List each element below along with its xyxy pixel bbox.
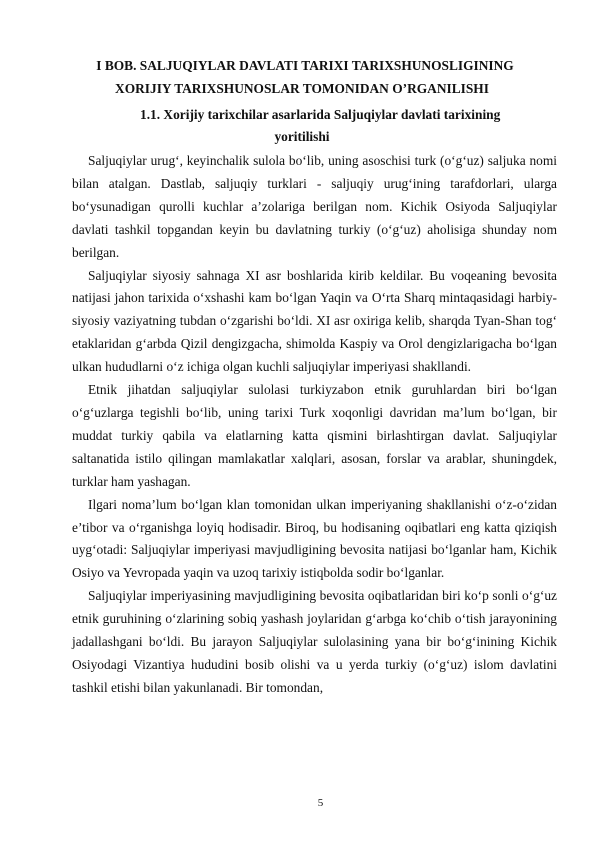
section-title-line-1: 1.1. Xorijiy tarixchilar asarlarida Saljuqiylar davlati tarixining: [140, 107, 501, 122]
section-title-line-2: yoritilishi: [274, 129, 330, 144]
paragraph: Ilgari noma’lum bo‘lgan klan tomonidan ulkan imperiyaning shakllanishi o‘z-o‘zidan e’tibor va o‘rganishga loyiq hodisadir. Biroq, bu hodisaning oqibatlari eng katta qiziqish uyg‘otadi: Saljuqiylar imperiyasi mavjudligining bevosita natijasi bo‘lganlar ham, Kichik Osiyo va Yevropada yaqin va uzoq tarixiy istiqbolda sodir bo‘lganlar.: [72, 496, 557, 581]
paragraph: Etnik jihatdan saljuqiylar sulolasi turkiyzabon etnik guruhlardan biri bo‘lgan o‘g‘uzlarga tegishli bo‘lib, uning tarixi Turk xoqonligi davridan ma’lum bo‘lgan, bir muddat turkiy qabila va elatlarning katta qismini birlashtirgan davlat. Saljuqiylar saltanatida istilo qilingan mamlakatlar xalqlari, asosan, forslar va arablar, shuningdek, turklar ham yashagan.: [72, 382, 557, 489]
chapter-title-line-2: XORIJIY TARIXSHUNOSLAR TOMONIDAN O’RGANILISHI: [115, 81, 489, 96]
paragraph: Saljuqiylar imperiyasining mavjudligining bevosita oqibatlaridan biri ko‘p sonli o‘g‘uz etnik guruhining o‘zlarining sobiq yashash joylaridan g‘arbga ko‘chib o‘tish jarayonining jadallashgani bo‘ldi. Bu jarayon Saljuqiylar sulolasining yana bir bo‘g‘inining Kichik Osiyodagi Vizantiya hududini bosib olishi va u yerda turkiy (o‘g‘uz) islom davlatini tashkil etishi bilan yakunlanadi. Bir tomondan,: [72, 588, 557, 695]
body-text: [72, 150, 557, 700]
page-number: 5: [317, 797, 324, 809]
chapter-title-line-1: I BOB. SALJUQIYLAR DAVLATI TARIXI TARIXSHUNOSLIGINING: [96, 58, 514, 73]
paragraph: Saljuqiylar urug‘, keyinchalik sulola bo‘lib, uning asoschisi turk (o‘g‘uz) saljuka nomi bilan atalgan. Dastlab, saljuqiy turklari - saljuqiy urug‘ining tarafdorlari, ularga bo‘ysunadigan qurolli kuchlar a’zolariga berilgan nom. Kichik Osiyoda Saljuqiylar davlati tashkil topgandan keyin bu davlatning turkiy (o‘g‘uz) aholisiga shunday nom berilgan.: [72, 153, 557, 260]
paragraph: Saljuqiylar siyosiy sahnaga XI asr boshlarida kirib keldilar. Bu voqeaning bevosita natijasi jahon tarixida o‘xshashi kam bo‘lgan Yaqin va O‘rta Sharq mintaqasidagi harbiy-siyosiy vaziyatning tubdan o‘zgarishi bo‘ldi. XI asr oxiriga kelib, sharqda Tyan-Shan tog‘ etaklaridan g‘arbda Qizil dengizgacha, shimolda Kaspiy va Orol dengizlarigacha bo‘lgan ulkan hududlarni o‘z ichiga olgan kuchli saljuqiylar imperiyasi shakllandi.: [72, 267, 557, 375]
